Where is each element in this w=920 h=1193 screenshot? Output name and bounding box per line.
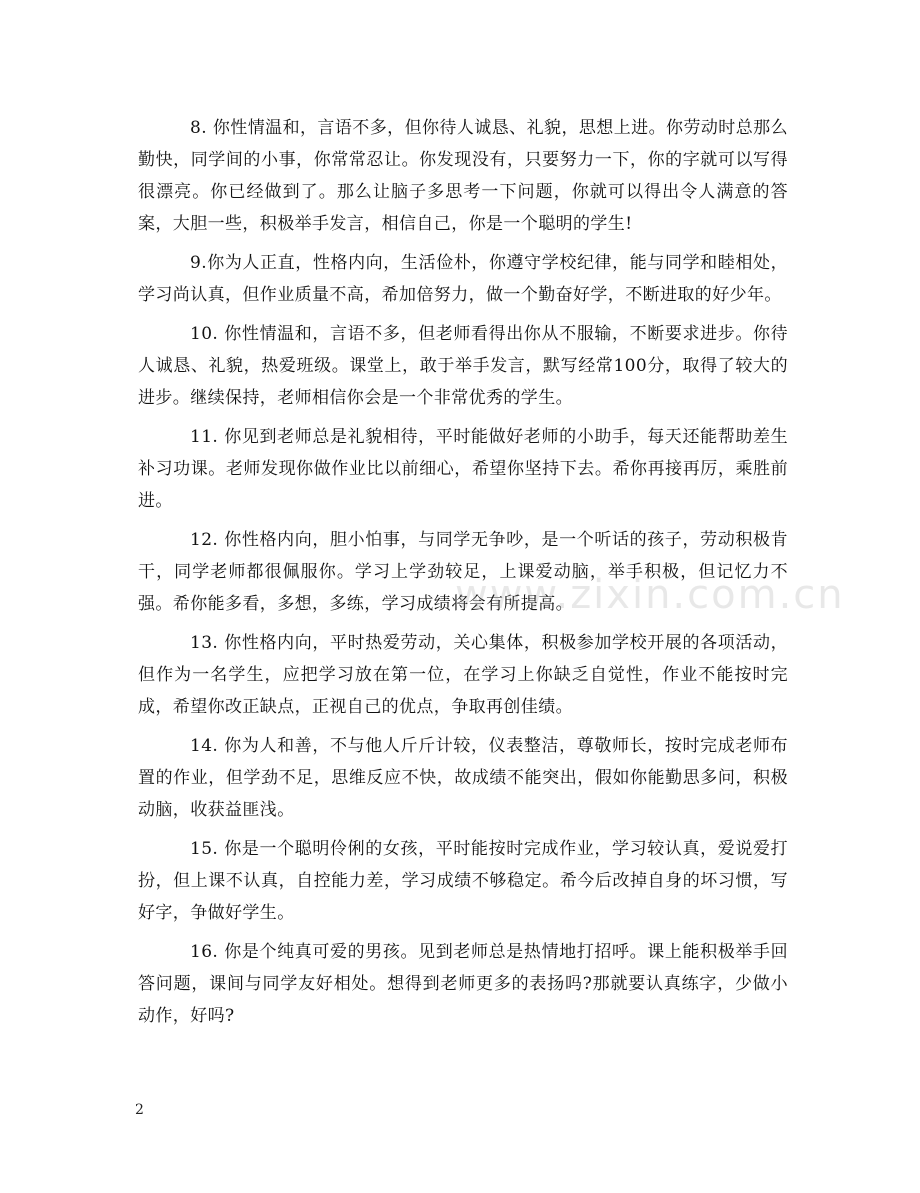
document-body bbox=[138, 112, 788, 1039]
comment-paragraph-11: 11. 你见到老师总是礼貌相待，平时能做好老师的小助手，每天还能帮助差生补习功课。老师发现你做作业比以前细心，希望你坚持下去。希你再接再厉，乘胜前进。 bbox=[138, 427, 788, 511]
comment-paragraph-13: 13. 你性格内向，平时热爱劳动，关心集体，积极参加学校开展的各项活动，但作为一名学生，应把学习放在第一位，在学习上你缺乏自觉性，作业不能按时完成，希望你改正缺点，正视自己的优点，争取再创佳绩。 bbox=[138, 633, 788, 717]
comment-paragraph-10: 10. 你性情温和，言语不多，但老师看得出你从不服输，不断要求进步。你待人诚恳、礼貌，热爱班级。课堂上，敢于举手发言，默写经常100分，取得了较大的进步。继续保持，老师相信你会是一个非常优秀的学生。 bbox=[138, 324, 788, 408]
comment-paragraph-12: 12. 你性格内向，胆小怕事，与同学无争吵，是一个听话的孩子，劳动积极肯干，同学老师都很佩服你。学习上学劲较足，上课爱动脑，举手积极，但记忆力不强。希你能多看，多想，多练，学习成绩将会有所提高。 bbox=[138, 530, 788, 614]
comment-paragraph-16: 16. 你是个纯真可爱的男孩。见到老师总是热情地打招呼。课上能积极举手回答问题，课间与同学友好相处。想得到老师更多的表扬吗?那就要认真练字，少做小动作，好吗? bbox=[138, 942, 788, 1026]
comment-paragraph-14: 14. 你为人和善，不与他人斤斤计较，仪表整洁，尊敬师长，按时完成老师布置的作业，但学劲不足，思维反应不快，故成绩不能突出，假如你能勤思多问，积极动脑，收获益匪浅。 bbox=[138, 736, 788, 820]
comment-paragraph-15: 15. 你是一个聪明伶俐的女孩，平时能按时完成作业，学习较认真，爱说爱打扮，但上课不认真，自控能力差，学习成绩不够稳定。希今后改掉自身的坏习惯，写好字，争做好学生。 bbox=[138, 839, 788, 923]
comment-paragraph-8: 8. 你性情温和，言语不多，但你待人诚恳、礼貌，思想上进。你劳动时总那么勤快，同学间的小事，你常常忍让。你发现没有，只要努力一下，你的字就可以写得很漂亮。你已经做到了。那么让脑子多思考一下问题，你就可以得出令人满意的答案，大胆一些，积极举手发言，相信自己，你是一个聪明的学生! bbox=[138, 118, 788, 234]
page-number: 2 bbox=[135, 1102, 144, 1118]
watermark: www.zixin.com.cn bbox=[455, 572, 845, 618]
comment-paragraph-9: 9.你为人正直，性格内向，生活俭朴，你遵守学校纪律，能与同学和睦相处，学习尚认真，但作业质量不高，希加倍努力，做一个勤奋好学，不断进取的好少年。 bbox=[138, 253, 788, 305]
